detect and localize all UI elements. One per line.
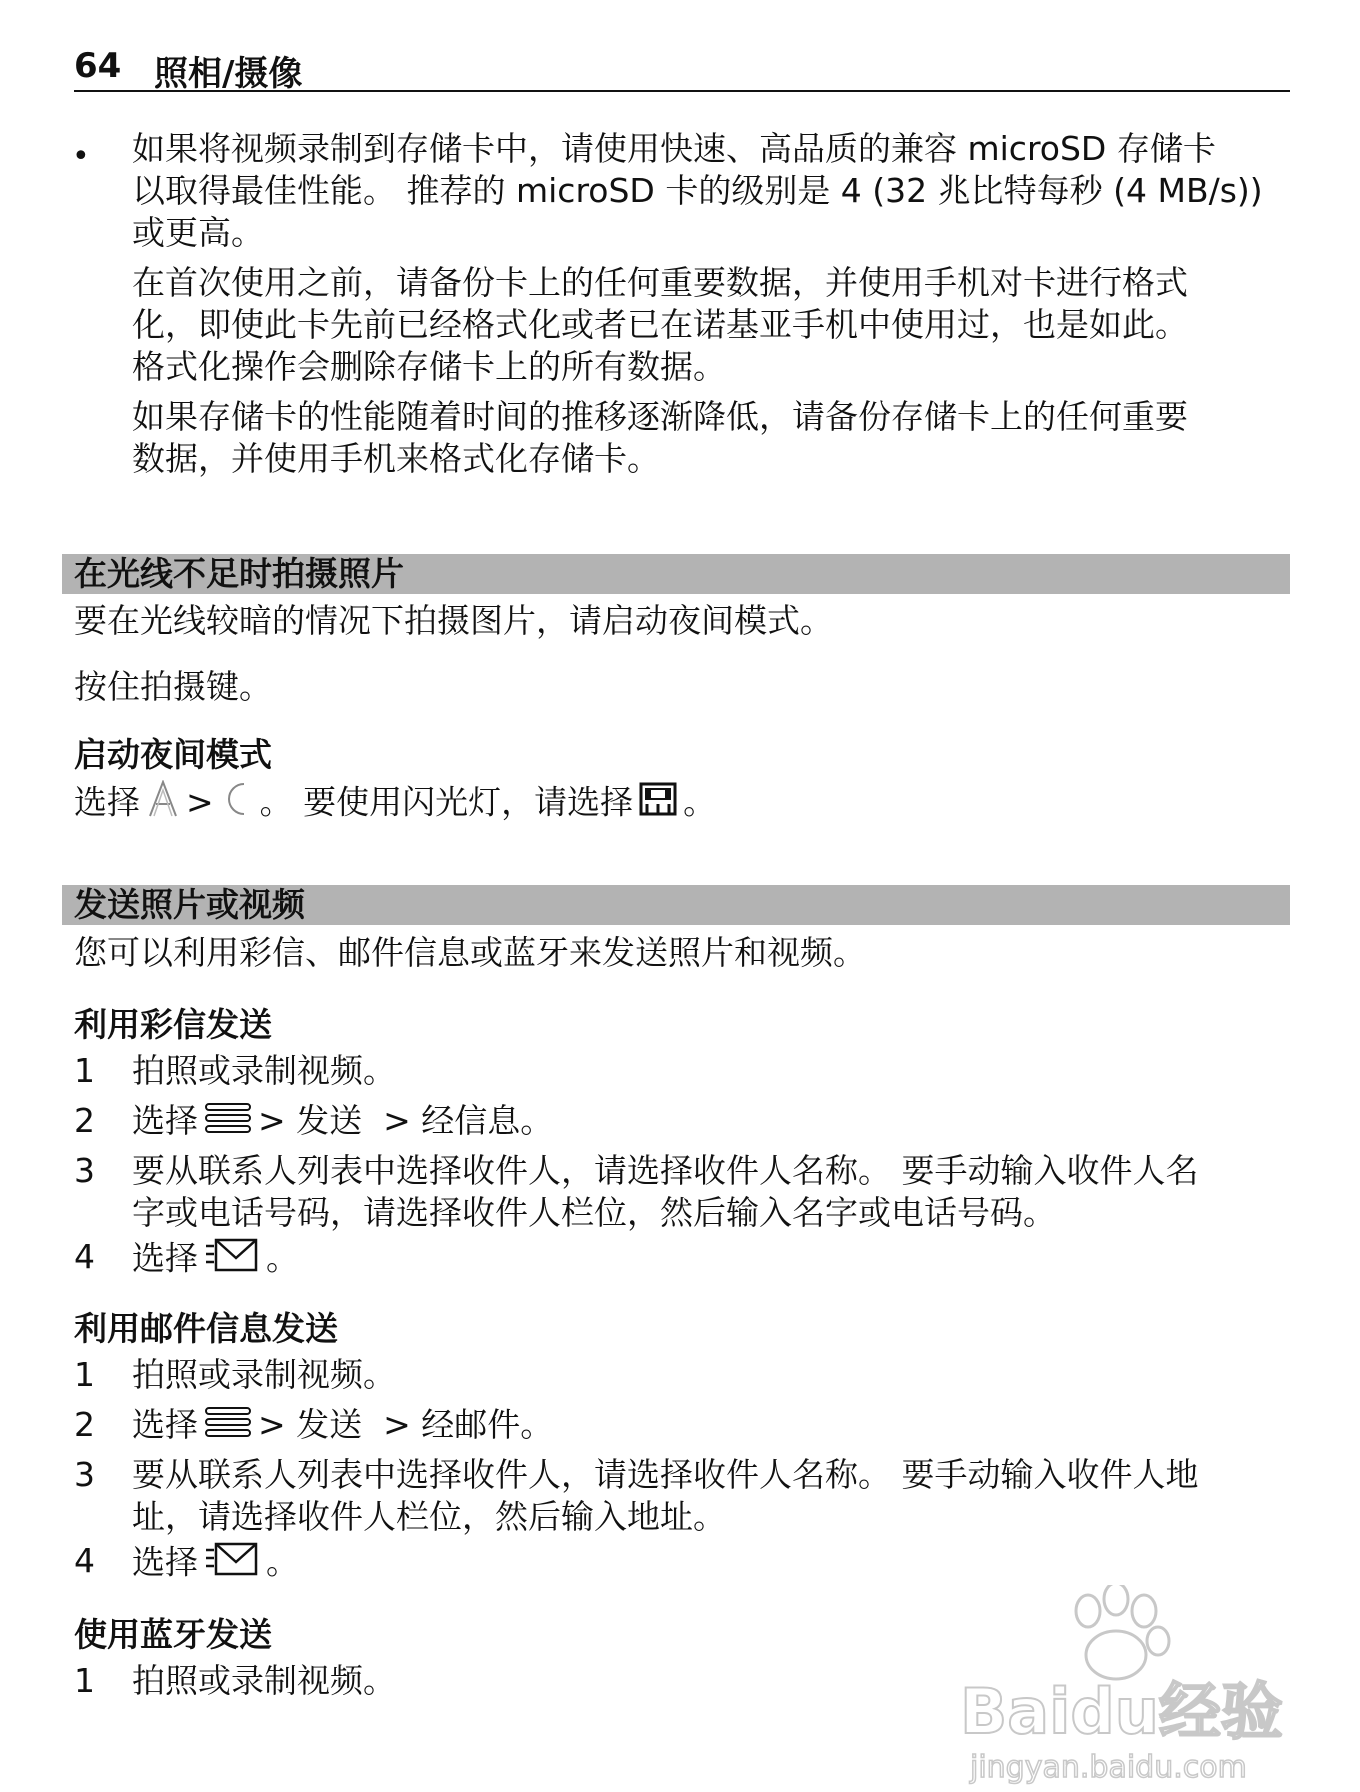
text-line: 格式化操作会删除存储卡上的所有数据。	[132, 347, 726, 386]
send-intro: 您可以利用彩信、邮件信息或蓝牙来发送照片和视频。	[74, 933, 866, 972]
night-mode-instruction	[74, 780, 1290, 828]
mms-step-3	[132, 1150, 1292, 1234]
text-select: 选择	[132, 1101, 198, 1140]
text-line: 字或电话号码，请选择收件人栏位，然后输入名字或电话号码。	[132, 1193, 1056, 1232]
mms-step-1: 拍照或录制视频。	[132, 1051, 396, 1090]
text-line: 在首次使用之前，请备份卡上的任何重要数据，并使用手机对卡进行格式	[132, 263, 1188, 302]
mms-step-2	[132, 1100, 1292, 1145]
night-mode-icon	[220, 780, 254, 828]
page-header	[74, 44, 1290, 92]
step-number: 1	[74, 1661, 95, 1700]
subheading-mms: 利用彩信发送	[74, 1005, 272, 1044]
email-step-1: 拍照或录制视频。	[132, 1355, 396, 1394]
low-light-intro: 要在光线较暗的情况下拍摄图片，请启动夜间模式。	[74, 601, 833, 640]
section-heading-send	[62, 885, 1290, 925]
text-line: 以取得最佳性能。 推荐的 microSD 卡的级别是 4 (32 兆比特每秒 (4 MB/s))	[132, 171, 1263, 210]
intro-paragraph-2	[132, 262, 1292, 388]
bluetooth-step-1: 拍照或录制视频。	[132, 1661, 396, 1700]
subheading-bluetooth: 使用蓝牙发送	[74, 1615, 272, 1654]
menu-icon	[204, 1405, 252, 1449]
section-heading-text: 发送照片或视频	[74, 885, 305, 924]
text-send: > 发送	[258, 1405, 363, 1444]
text-line: 数据，并使用手机来格式化存储卡。	[132, 439, 660, 478]
send-envelope-icon	[204, 1236, 260, 1284]
chapter-title: 照相/摄像	[154, 54, 303, 94]
step-number: 1	[74, 1355, 95, 1394]
email-step-2	[132, 1404, 1292, 1449]
flash-icon	[639, 780, 677, 828]
text-end: 。	[266, 1542, 299, 1582]
watermark-url: jingyan.baidu.com	[970, 1750, 1247, 1785]
text-line: 或更高。	[132, 213, 264, 252]
step-number: 2	[74, 1405, 95, 1444]
menu-icon	[204, 1101, 252, 1145]
send-envelope-icon	[204, 1540, 260, 1588]
watermark-brand: Baidu经验	[960, 1675, 1283, 1748]
text-flash-instruction: 。 要使用闪光灯，请选择	[259, 782, 634, 822]
intro-paragraph-1	[132, 128, 1292, 254]
section-heading-low-light	[62, 554, 1290, 594]
step-number: 4	[74, 1541, 95, 1580]
auto-scene-icon	[146, 780, 180, 828]
text-line: 化，即使此卡先前已经格式化或者已在诺基亚手机中使用过，也是如此。	[132, 305, 1188, 344]
text-select: 选择	[132, 1405, 198, 1444]
step-number: 3	[74, 1455, 95, 1494]
baidu-watermark	[940, 1585, 1300, 1785]
text-select: 选择	[132, 1542, 198, 1582]
email-step-4	[132, 1540, 1292, 1588]
text-select: 选择	[74, 782, 140, 822]
text-send: > 发送	[258, 1101, 363, 1140]
step-number: 4	[74, 1237, 95, 1276]
baidu-paw-logo	[940, 1585, 1300, 1785]
subheading-email: 利用邮件信息发送	[74, 1309, 338, 1348]
mms-step-4	[132, 1236, 1292, 1284]
text-line: 址，请选择收件人栏位，然后输入地址。	[132, 1497, 726, 1536]
step-number: 3	[74, 1151, 95, 1190]
intro-paragraph-3	[132, 396, 1292, 480]
step-number: 2	[74, 1101, 95, 1140]
text-end: 。	[683, 782, 717, 822]
text-via-email: > 经邮件。	[383, 1405, 554, 1444]
text-line: 要从联系人列表中选择收件人，请选择收件人名称。 要手动输入收件人名	[132, 1151, 1199, 1190]
text-line: 如果存储卡的性能随着时间的推移逐渐降低，请备份存储卡上的任何重要	[132, 397, 1188, 436]
text-line: 要从联系人列表中选择收件人，请选择收件人名称。 要手动输入收件人地	[132, 1455, 1199, 1494]
text-select: 选择	[132, 1238, 198, 1278]
text-line: 如果将视频录制到存储卡中，请使用快速、高品质的兼容 microSD 存储卡	[132, 129, 1216, 168]
bullet-marker: •	[72, 139, 90, 174]
low-light-instruction: 按住拍摄键。	[74, 667, 272, 706]
text-gt: >	[186, 782, 214, 822]
text-via-message: > 经信息。	[383, 1101, 554, 1140]
subheading-night-mode: 启动夜间模式	[74, 735, 272, 774]
step-number: 1	[74, 1051, 95, 1090]
section-heading-text: 在光线不足时拍摄照片	[74, 554, 404, 593]
text-end: 。	[266, 1238, 299, 1278]
page-number: 64	[74, 46, 122, 86]
email-step-3	[132, 1454, 1292, 1538]
